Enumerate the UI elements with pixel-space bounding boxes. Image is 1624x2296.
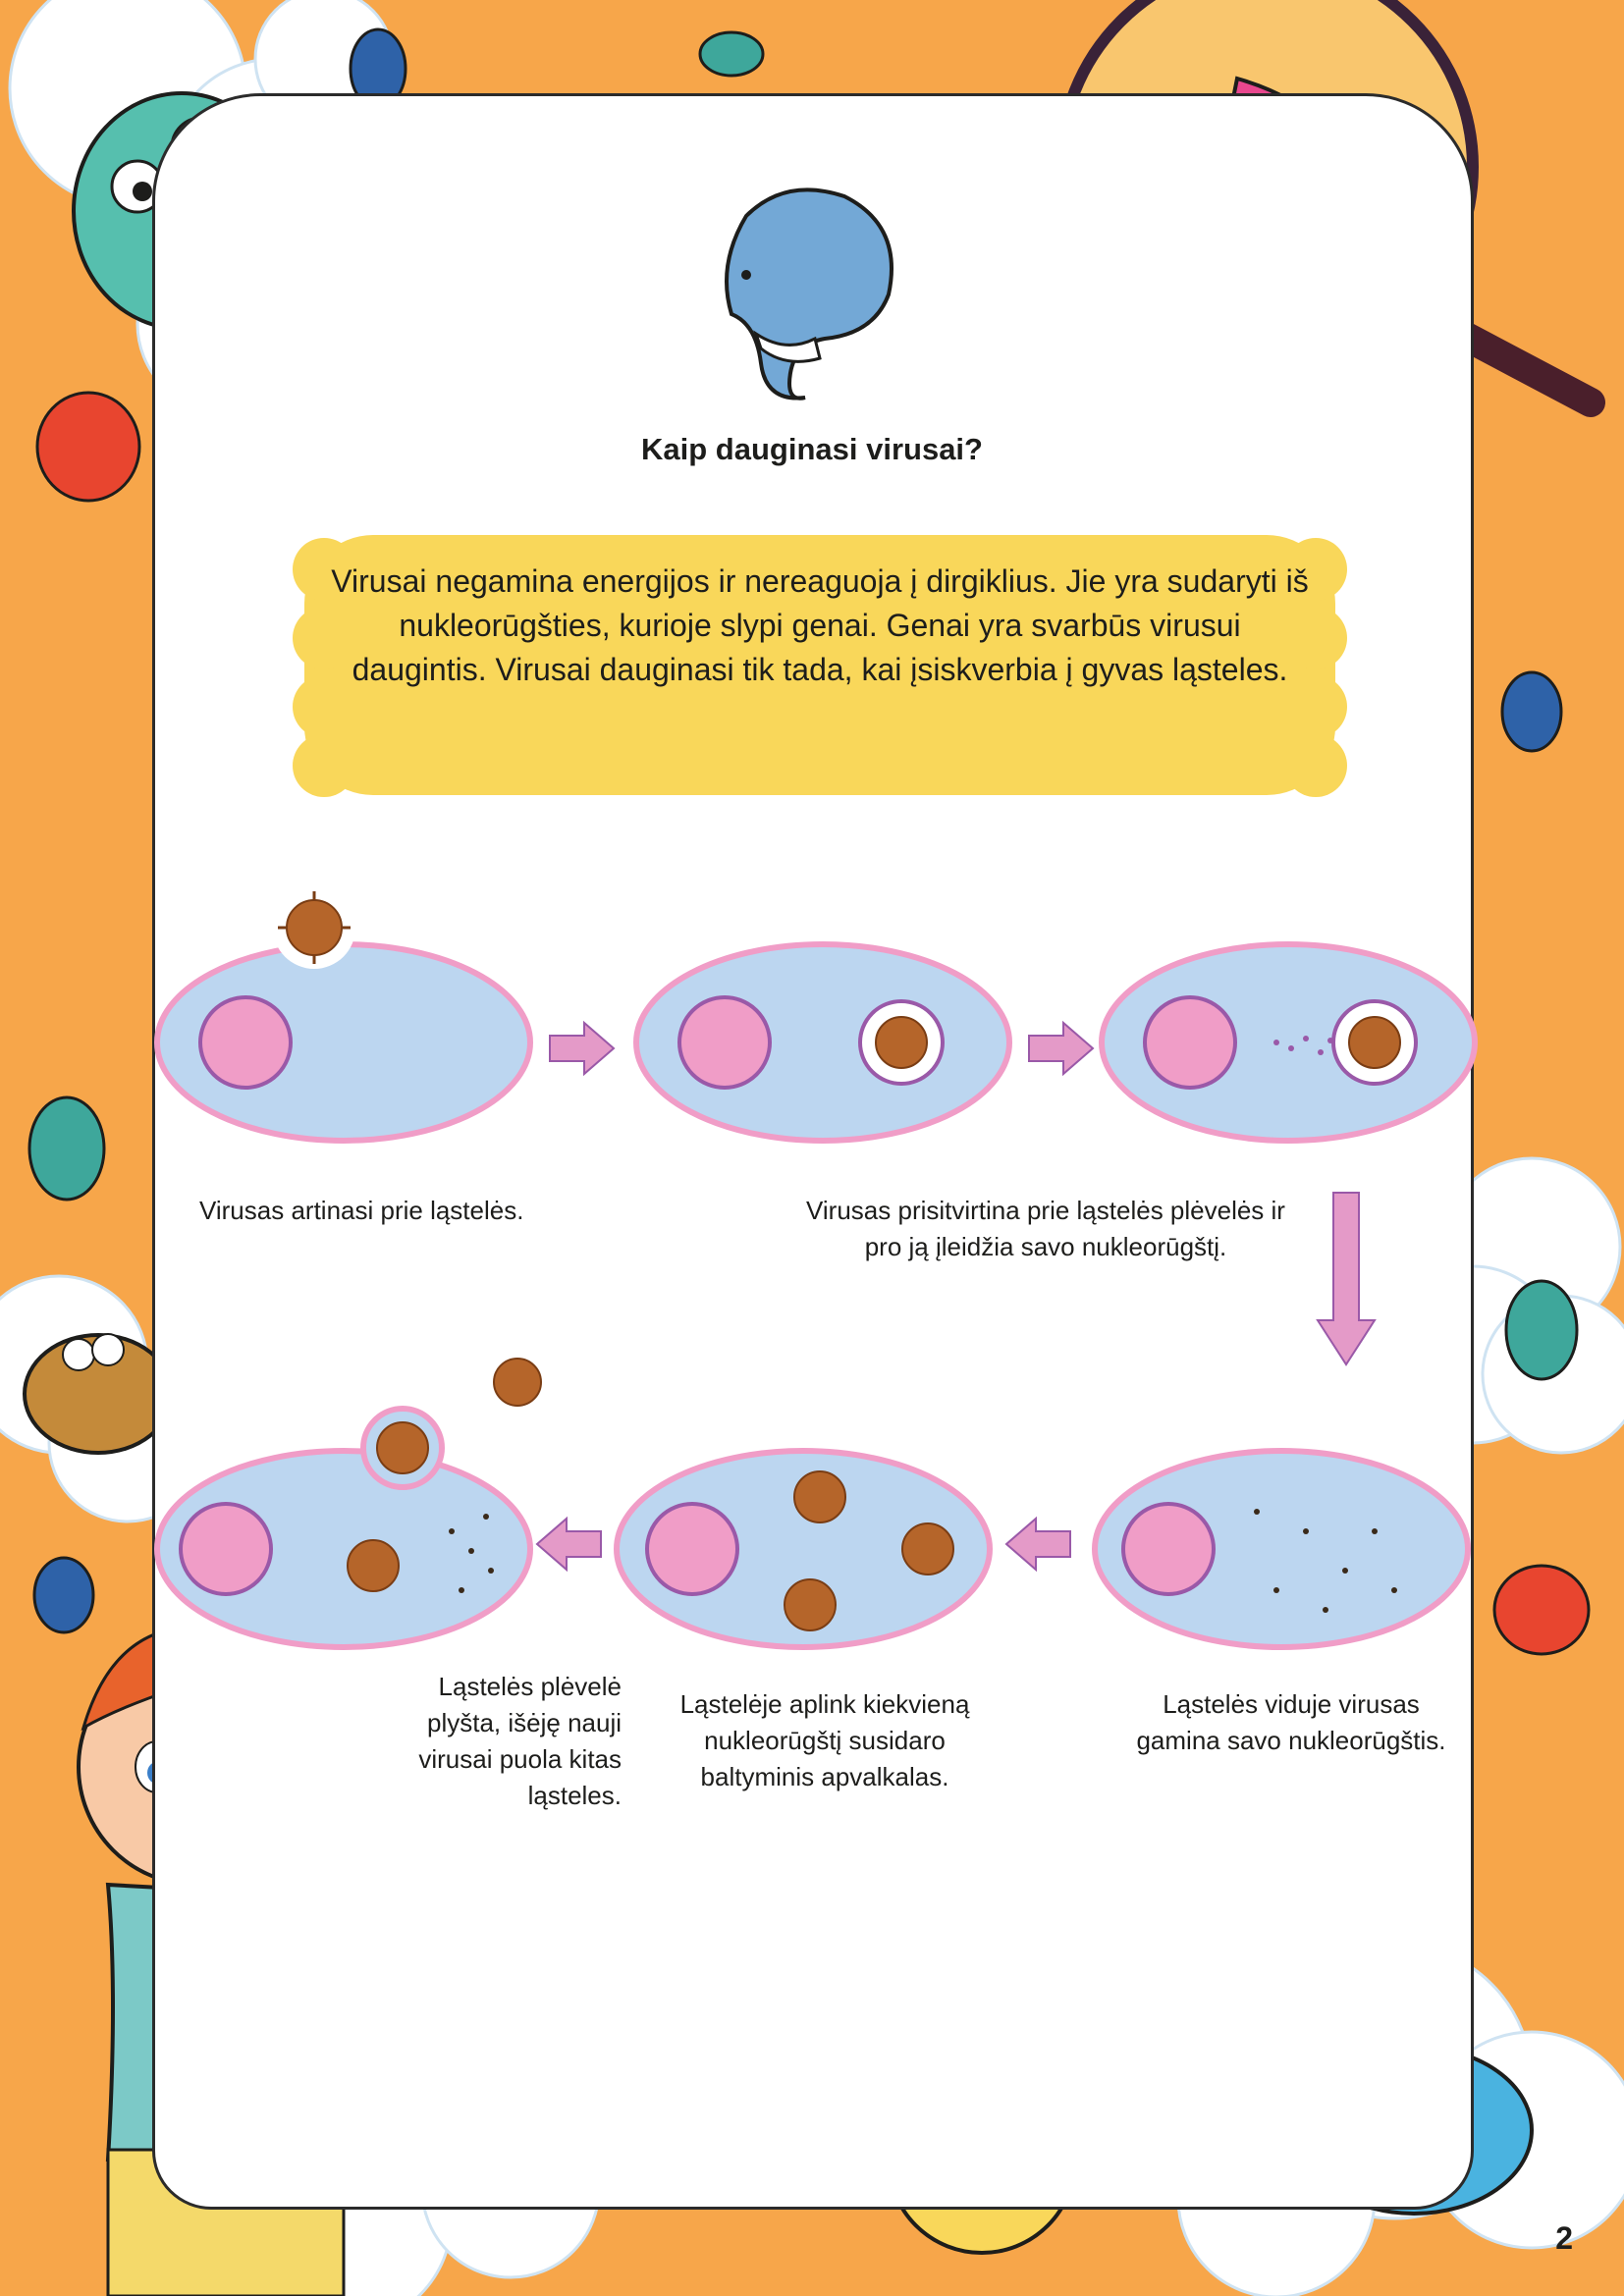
caption-step5: Ląstelės plėvelė plyšta, išėję nauji virusai puola kitas ląsteles. xyxy=(418,1672,622,1810)
cell-step3a xyxy=(1102,944,1475,1141)
arrow-right xyxy=(1029,1023,1093,1074)
caption-step2: Virusas prisitvirtina prie ląstelės plėvelės ir pro ją įleidžia savo nukleorūgštį. xyxy=(806,1196,1285,1261)
cell-step4 xyxy=(617,1451,990,1647)
cell-step5 xyxy=(157,1359,541,1647)
cell-step1 xyxy=(157,944,530,1141)
arrow-down xyxy=(1318,1193,1375,1364)
arrow-right xyxy=(550,1023,614,1074)
cell-step2 xyxy=(636,944,1009,1141)
caption-step3: Ląstelės viduje virusas gamina savo nukleorūgštis. xyxy=(1136,1689,1446,1755)
page-title: Kaip dauginasi virusai? xyxy=(641,432,983,466)
virus xyxy=(273,886,355,969)
intro-text: Virusai negamina energijos ir nereaguoja į dirgiklius. Jie yra sudaryti iš nukleorūgšties, kurioje slypi genai. Genai yra svarbūs virusui daugintis. Virusai dauginasi tik tada, kai įsiskverbia į gyvas ląsteles. xyxy=(331,563,1309,687)
arrow-left xyxy=(1006,1519,1070,1570)
arrow-left xyxy=(537,1519,601,1570)
caption-step1: Virusas artinasi prie ląstelės. xyxy=(199,1196,524,1225)
elephant-icon xyxy=(727,189,892,398)
caption-step4: Ląstelėje aplink kiekvieną nukleorūgštį susidaro baltyminis apvalkalas. xyxy=(679,1689,970,1791)
page-number: 2 xyxy=(1555,2220,1573,2256)
cell-step3b xyxy=(1095,1451,1468,1647)
